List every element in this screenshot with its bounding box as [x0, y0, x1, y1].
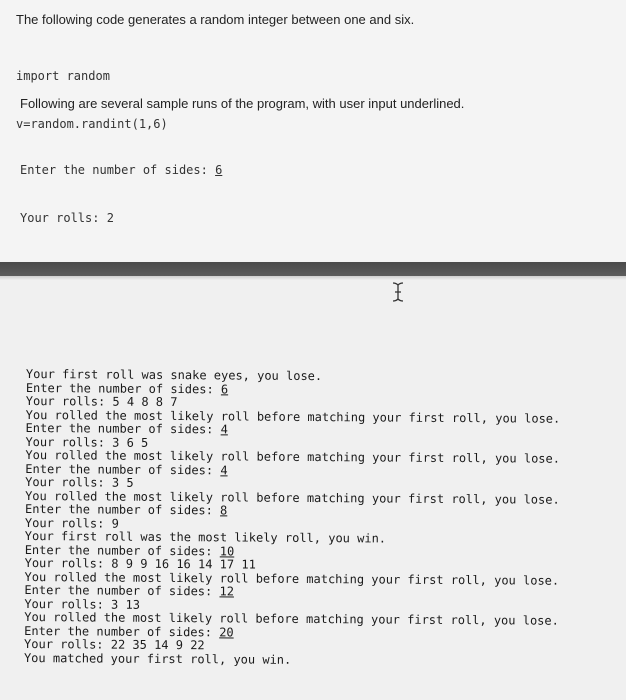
prompt-line — [20, 162, 222, 178]
user-input: 6 — [215, 163, 223, 177]
output-text: Your rolls: 3 5 — [25, 474, 134, 490]
sample-runs-output — [24, 368, 561, 669]
output-text: You matched your first roll, you win. — [23, 650, 292, 667]
text-cursor-ibeam-icon — [391, 282, 405, 302]
output-text: You rolled the most likely roll before matching your first roll, you lose. — [24, 569, 560, 588]
user-input: 20 — [219, 624, 234, 639]
output-text: You rolled the most likely roll before matching your first roll, you lose. — [25, 407, 561, 426]
sample-run-1 — [20, 130, 222, 258]
code-line: v=random.randint(1,6) — [16, 117, 168, 131]
user-input: 6 — [220, 381, 229, 396]
top-document-section — [0, 0, 626, 262]
user-input: 12 — [219, 584, 235, 599]
prompt-text: Enter the number of sides: — [24, 623, 220, 639]
prompt-text: Enter the number of sides: — [20, 163, 216, 177]
intro-text: The following code generates a random integer between one and six. — [16, 12, 415, 27]
user-input: 10 — [219, 543, 235, 558]
prompt-text: Enter the number of sides: — [24, 542, 220, 558]
output-text: Your rolls: 3 6 5 — [25, 434, 149, 450]
output-text: You rolled the most likely roll before matching your first roll, you lose. — [25, 447, 561, 466]
output-text: Your rolls: 5 4 8 8 7 — [25, 393, 178, 410]
output-text: Your rolls: 9 — [24, 515, 119, 531]
screen-divider-bar — [0, 262, 626, 276]
prompt-text: Enter the number of sides: — [24, 582, 220, 599]
output-text: Your rolls: 3 13 — [24, 596, 140, 612]
prompt-text: Enter the number of sides: — [24, 501, 221, 518]
output-text: Your first roll was snake eyes, you lose. — [25, 367, 323, 384]
code-line: import random — [16, 69, 110, 83]
user-input: 4 — [220, 422, 228, 437]
output-text: Your first roll was the most likely roll, you win. — [24, 528, 387, 546]
prompt-text: Enter the number of sides: — [25, 380, 221, 396]
output-text: You rolled the most likely roll before matching your first roll, you lose. — [24, 609, 559, 628]
output-text: You rolled the most likely roll before matching your first roll, you lose. — [25, 488, 560, 507]
prompt-text: Enter the number of sides: — [25, 420, 221, 437]
user-input: 8 — [220, 503, 228, 518]
rolls-line: Your rolls: 2 — [20, 211, 114, 225]
user-input: 4 — [220, 462, 228, 477]
sample-runs-intro: Following are several sample runs of the program, with user input underlined. — [20, 96, 465, 111]
prompt-text: Enter the number of sides: — [25, 461, 221, 477]
output-text: Your rolls: 22 35 14 9 22 — [24, 636, 205, 653]
output-text: Your rolls: 8 9 9 16 16 14 17 11 — [24, 555, 256, 572]
